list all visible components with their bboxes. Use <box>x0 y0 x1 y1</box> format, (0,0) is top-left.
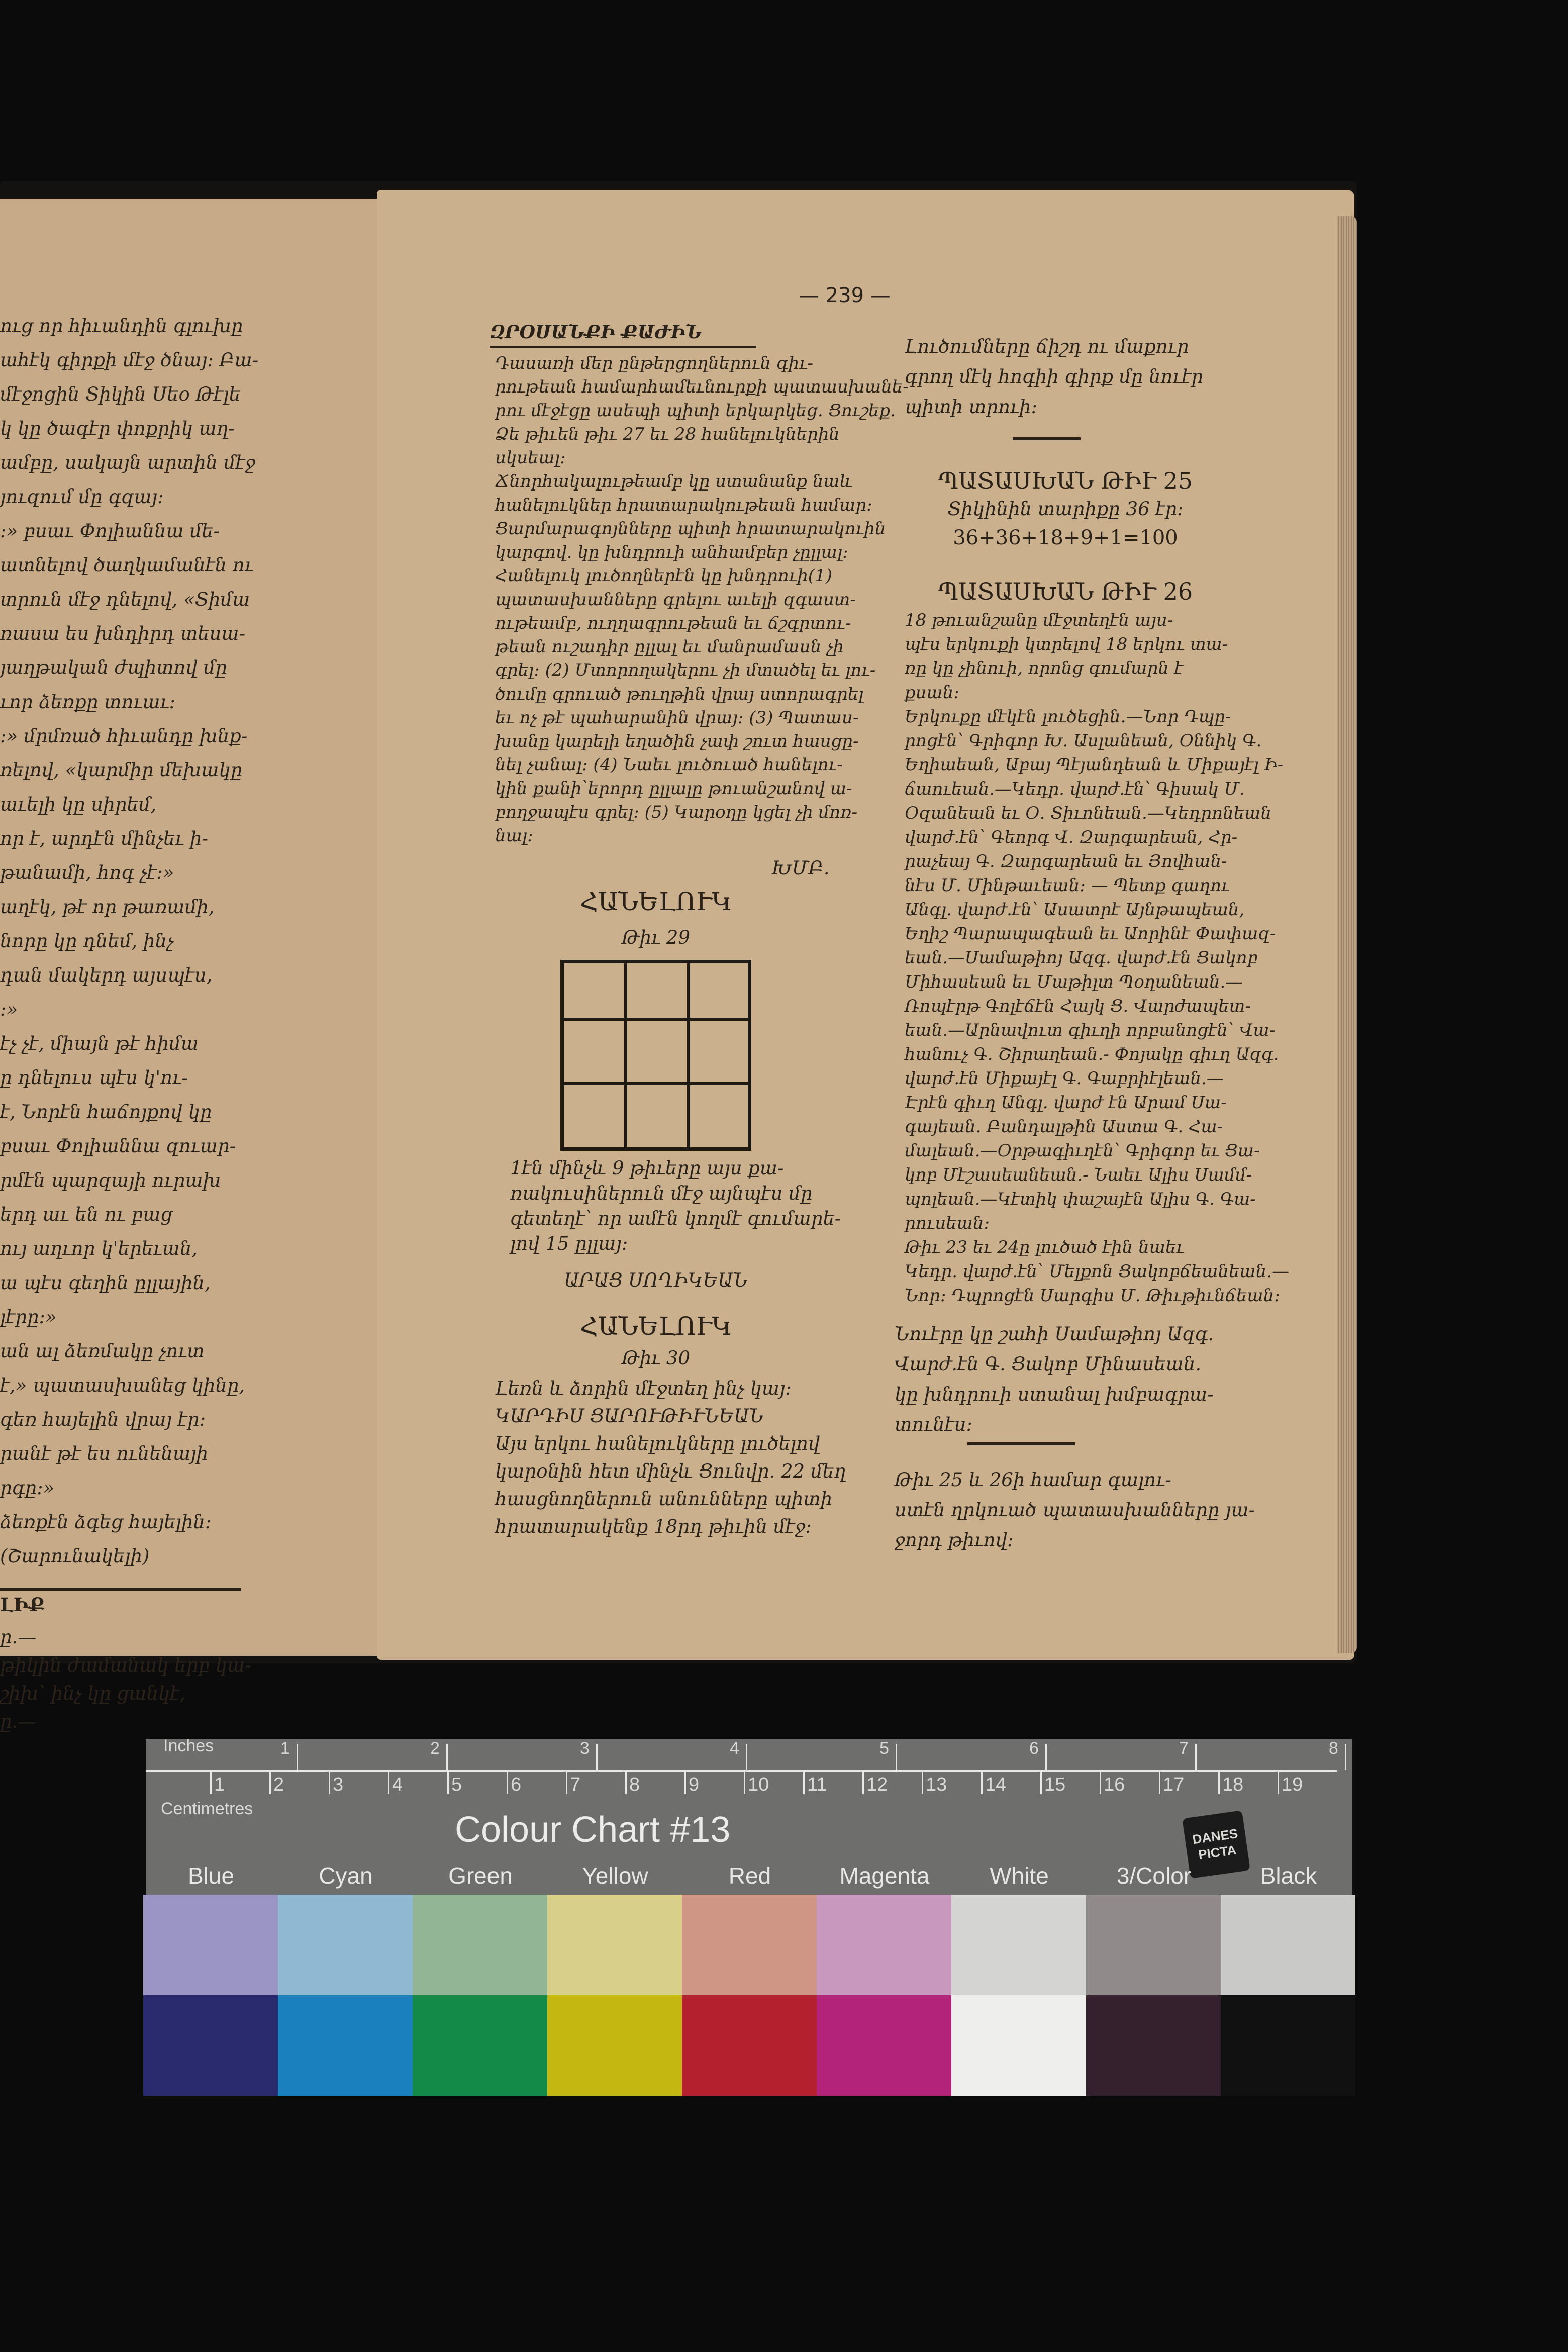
intro-line: խանը կարելի եղածին չափ շուտ հասցը- <box>495 731 859 751</box>
intro-line: հանելուկներ հրատարակութեան համար։ <box>495 495 872 515</box>
cm-number: 15 <box>1044 1774 1066 1795</box>
swatch-dark <box>682 1995 817 2096</box>
left-page-line: ռելով, «կարմիր մեխակը <box>0 759 243 781</box>
left-page-line: ատնելով ծաղկամանէն ու <box>0 554 254 576</box>
left-page-line: է, Նորէն հաճոյքով կը <box>0 1101 212 1123</box>
left-page-line: թանամի, հոգ չէ։» <box>0 862 174 884</box>
answer-26-line: Ռոպէրթ Գոլէճէն Հայկ Ց. Վարժապետ- <box>905 996 1251 1016</box>
closing-line: ստէն ղրկուած պատասխանները յա- <box>895 1499 1255 1521</box>
puzzle-30-line: հասցնողներուն անունները պիտի <box>495 1488 833 1510</box>
intro-line: սկսեալ։ <box>495 448 566 468</box>
answer-26-line: Օզանեան եւ Օ. Տիւոնեան.—Կեդրոնեան <box>905 803 1271 823</box>
prize-line: Նուէրը կը շահի Սամաթիոյ Ազգ. <box>895 1323 1214 1345</box>
answer-26-line: Եղիշ Պարապագեան եւ Աորինէ Փափազ- <box>905 924 1276 944</box>
cm-tick <box>744 1770 745 1794</box>
inch-tick <box>896 1744 897 1770</box>
answer-26-line: վարժ.էն՝ Գեորգ Վ. Զարգարեան, Հր- <box>905 827 1238 847</box>
prize-line: տունէս։ <box>895 1414 973 1435</box>
left-page-line: ։» <box>0 999 18 1020</box>
cm-tick <box>447 1770 449 1794</box>
intro-line: եւ ոչ թէ պահարանին վրայ։ (3) Պատաս- <box>495 708 859 728</box>
right-column-line: պիտի տրուի։ <box>905 396 1038 418</box>
answer-26-line: կոբ Մէշասեանեան.- Նաեւ Ալիս Սամմ- <box>905 1165 1252 1185</box>
intro-line: Դասառի մեր ընթերցողներուն գիւ- <box>495 353 814 373</box>
answer-26-line: Թիւ 23 եւ 24ը լուծած էին նաեւ <box>905 1237 1185 1257</box>
cm-tick <box>922 1770 923 1794</box>
answer-26-line: Էրէն գիւղ Անգլ. վարժ էն Արամ Սա- <box>905 1093 1227 1113</box>
left-page-line: տրուն մէջ դնելով, «Տիմա <box>0 589 250 610</box>
intro-signature: ԽՄԲ. <box>771 857 830 879</box>
closing-text <box>895 1465 1255 1555</box>
puzzle-29-author: ԱՐԱՑ ՍՈՂԻԿԵԱՆ <box>564 1269 748 1291</box>
intro-text <box>495 352 909 848</box>
page-edges <box>1337 216 1357 1653</box>
prize-line: Վարժ.էն Գ. Ցակոբ Մինասեան. <box>895 1353 1202 1375</box>
answer-26-line: պէս երկուքի կտրելով 18 երկու տա- <box>905 634 1228 654</box>
left-page-text <box>0 309 259 1574</box>
colour-label-magenta: Magenta <box>839 1863 930 1889</box>
answer-26-line: Միհասեան եւ Մաթիլտ Պօղանեան.— <box>905 972 1243 992</box>
left-page-line: ամբը, սակայն արտին մէջ <box>0 452 256 473</box>
swatch-light <box>278 1895 413 1995</box>
puzzle-29-line: ռակուսիներուն մէջ այնպէս մը <box>510 1183 813 1204</box>
left-page-line: ան ալ ձեռմակը չուտ <box>0 1340 205 1362</box>
cm-number: 16 <box>1104 1774 1125 1795</box>
cm-number: 1 <box>214 1774 225 1795</box>
answer-26-line: ռը կը չինուի, որոնց գումարն է <box>905 658 1184 678</box>
left-page-line: էչ չէ, միայն թէ հիմա <box>0 1033 199 1054</box>
puzzle-30-line: կարօնին հետ մինչև Ցունվր. 22 մեղ <box>495 1460 846 1482</box>
cm-tick <box>1040 1770 1042 1794</box>
cm-number: 17 <box>1163 1774 1185 1795</box>
left-page-line: ուց որ հիւանդին գլուխը <box>0 315 243 337</box>
intro-line: բողջապէս գրել։ (5) Կարօղը կցել չի մոռ- <box>495 802 858 822</box>
answer-25-formula: 36+36+18+9+1=100 <box>953 526 1178 549</box>
cm-tick <box>862 1770 864 1794</box>
swatch-dark <box>817 1995 951 2096</box>
answer-26-line: րուսեան։ <box>905 1213 990 1233</box>
inch-tick <box>297 1744 298 1770</box>
left-page-line: կ կը ծագէր փոքրիկ աղ- <box>0 418 235 439</box>
answer-26-line: եան.—Արնավուտ գիւղի որբանոցէն՝ Վա- <box>905 1020 1276 1040</box>
left-page-line: ։» բսաւ Փոլիաննա մե- <box>0 520 220 542</box>
answer-26-line: Երկուքը մէկէն լուծեցին.—Նոր Դպը- <box>905 707 1231 727</box>
answer-26-line: ճաուեան.—Կեդր. վարժ.էն՝ Գիսակ Մ. <box>905 779 1245 799</box>
left-page-line: նորը կը դնեմ, ինչ <box>0 930 174 952</box>
right-column-line: Լուծումները ճիշդ ու մաքուր <box>905 336 1189 357</box>
cm-number: 9 <box>689 1774 700 1795</box>
left-page-line: երդ աւ են ու բաց <box>0 1204 173 1225</box>
inch-number: 3 <box>580 1739 590 1758</box>
swatch-light <box>682 1895 817 1995</box>
intro-line: րու մէջէցը ասեպի պիտի երկարկեց. Ցուշեք. <box>495 401 896 421</box>
colour-labels <box>146 1862 1352 1892</box>
puzzle-30-title: ՀԱՆԵԼՈՒԿ <box>579 1312 732 1341</box>
left-bottom-header: ԼԻՔ <box>0 1594 45 1616</box>
puzzle-29-title: ՀԱՆԵԼՈՒԿ <box>579 887 732 916</box>
inch-tick <box>746 1744 747 1770</box>
left-bottom-line: ը.— <box>0 1626 37 1648</box>
colour-label-green: Green <box>448 1863 513 1889</box>
left-page-line: յաղթական ժպիտով մը <box>0 657 227 678</box>
puzzle-30-line: Լեռն և ձորին մէջտեղ ինչ կայ։ <box>495 1378 792 1399</box>
inch-tick <box>596 1744 598 1770</box>
colour-swatches <box>143 1895 1354 2096</box>
cm-number: 7 <box>570 1774 581 1795</box>
left-page-line: յուզում մը գզայ։ <box>0 486 164 508</box>
left-page-line: րգը։» <box>0 1477 55 1499</box>
left-bottom-line: շիխ՝ ինչ կը ցանկէ, <box>0 1683 185 1704</box>
answer-26-line: րոցէն՝ Գրիգոր Խ. Ասլանեան, Օննիկ Գ. <box>905 731 1262 751</box>
answer-25-title: ՊԱՏԱՍԽԱՆ ԹԻՒ 25 <box>938 467 1193 495</box>
intro-line: թեան ուշադիր ըլլալ եւ մանրամասն չի <box>495 637 844 657</box>
answer-26-line: պոլեան.—Կէտիկ փաշայէն Ալիս Գ. Գա- <box>905 1189 1256 1209</box>
section-header-underline <box>490 346 756 348</box>
colour-label-yellow: Yellow <box>582 1863 648 1889</box>
inch-number: 6 <box>1029 1739 1039 1758</box>
left-bottom-text <box>0 1623 251 1736</box>
puzzle-29-line: 1էն մինչև 9 թիւերը այս քա- <box>510 1157 784 1179</box>
left-page-line: աւելի կը սիրեմ, <box>0 794 157 815</box>
cm-tick <box>684 1770 686 1794</box>
cm-tick <box>625 1770 627 1794</box>
answer-26-text <box>905 608 1290 1308</box>
cm-number: 4 <box>392 1774 403 1795</box>
left-page-line: րմէն պարզայի ուրախ <box>0 1169 221 1191</box>
cm-tick <box>388 1770 389 1794</box>
cm-number: 13 <box>926 1774 947 1795</box>
chart-title: Colour Chart #13 <box>455 1810 731 1850</box>
answer-26-line: Նոր։ Դպրոցէն Սարգիս Մ. Թիւթիւնճեան։ <box>905 1286 1280 1306</box>
swatch-dark <box>278 1995 413 2096</box>
cm-tick <box>1159 1770 1160 1794</box>
cm-tick <box>1278 1770 1279 1794</box>
left-page-line: ձեռքէն ձգեց հայելին։ <box>0 1511 212 1533</box>
danes-picta-logo: DANES PICTA <box>1182 1810 1250 1879</box>
inch-number: 2 <box>430 1739 440 1758</box>
inch-tick <box>1345 1744 1346 1770</box>
colour-label-white: White <box>990 1863 1049 1889</box>
cm-tick <box>269 1770 271 1794</box>
centimetre-scale <box>146 1770 1352 1800</box>
cm-tick <box>1100 1770 1101 1794</box>
left-page-line: որ է, արդէն մինչեւ ի- <box>0 828 209 849</box>
cm-number: 19 <box>1282 1774 1303 1795</box>
cm-number: 11 <box>807 1774 827 1795</box>
left-page-line: (Շարունակելի) <box>0 1545 150 1567</box>
colour-label-3-color: 3/Color <box>1116 1863 1192 1889</box>
grid-line <box>624 963 627 1147</box>
centimetres-label: Centimetres <box>161 1799 253 1818</box>
answer-26-line: նէս Մ. Մինթաւեան։ — Պետք գաղու <box>905 875 1230 896</box>
answer-26-line: եան.—Սամաթիոյ Ազգ. վարժ.էն Ցակոբ <box>905 948 1258 968</box>
swatch-light <box>951 1895 1086 1995</box>
intro-line: Ձե թիւեն թիւ 27 եւ 28 հանելուկներին <box>495 424 840 444</box>
left-page-line: բսաւ Փոլիաննա զուար- <box>0 1135 236 1157</box>
swatch-light <box>1221 1895 1355 1995</box>
inch-tick <box>1195 1744 1197 1770</box>
puzzle-30-text <box>495 1375 847 1540</box>
prize-line: կը խնդրուի ստանալ խմբագրա- <box>895 1384 1214 1405</box>
page-number: — 239 — <box>799 284 891 307</box>
answer-26-line: Եղիաեան, Աբայ Պէյանդեան և Միքայէլ Ի- <box>905 755 1284 775</box>
colour-label-cyan: Cyan <box>319 1863 373 1889</box>
left-page-line: լէրը։» <box>0 1306 57 1328</box>
left-page-line: աղէկ, թէ որ թառամի, <box>0 896 215 918</box>
cm-tick <box>507 1770 508 1794</box>
left-page-line: ա պէս գեղին ըլլային, <box>0 1272 211 1294</box>
inch-number: 5 <box>879 1739 889 1758</box>
left-page-line: ։» մրմռած հիւանդը խնք- <box>0 725 248 747</box>
left-page-line: ւոր ձեռքը տուաւ։ <box>0 691 176 713</box>
puzzle-30-line: հրատարակենք 18րդ թիւին մէջ։ <box>495 1516 812 1537</box>
grid-line <box>564 1082 748 1085</box>
answer-26-line: 18 թուանշանը մէջտեղէն այս- <box>905 610 1173 630</box>
swatch-light <box>817 1895 951 1995</box>
answer-26-line: վարժ.էն Միքայէլ Գ. Գաբրիէլեան.— <box>905 1068 1224 1089</box>
swatch-light <box>413 1895 547 1995</box>
swatch-dark <box>1086 1995 1221 2096</box>
intro-line: նալ։ <box>495 826 533 846</box>
magic-square-grid <box>560 960 751 1151</box>
closing-line: Թիւ 25 և 26ի համար գալու- <box>895 1469 1171 1491</box>
puzzle-29-line: գետեղէ՝ որ ամէն կողմէ գումարե- <box>510 1208 841 1229</box>
left-page <box>0 199 400 1732</box>
swatch-dark <box>413 1995 547 2096</box>
intro-line: կին քանի՝երորդ ըլլալը թուանշանով ա- <box>495 778 852 799</box>
swatch-light <box>1086 1895 1221 1995</box>
answer-26-title: ՊԱՏԱՍԽԱՆ ԹԻՒ 26 <box>938 578 1193 605</box>
answer-26-line: Կեդր. վարժ.էն՝ Մելքոն Ցակոբճեանեան.— <box>905 1261 1290 1282</box>
cm-number: 12 <box>866 1774 888 1795</box>
cm-number: 14 <box>985 1774 1007 1795</box>
intro-line: կարգով. կը խնդրուի անհամբեր չըլլալ։ <box>495 542 848 562</box>
answer-26-line: հանուչ Գ. Շիրաղեան.- Փոյակը գիւղ Ազգ. <box>905 1044 1279 1064</box>
answer-26-line: քսան։ <box>905 682 959 703</box>
colour-label-black: Black <box>1260 1863 1317 1889</box>
left-page-line: ը դնելուս պէս կ'ու- <box>0 1067 188 1089</box>
answer-26-line: Անգլ. վարժ.էն՝ Ասատրէ Այնթապեան, <box>905 900 1245 920</box>
inch-number: 1 <box>280 1739 290 1758</box>
left-page-line: ահէկ գիրքի մէջ ծնայ։ Բա- <box>0 349 259 371</box>
grid-line <box>564 1018 748 1021</box>
cm-number: 18 <box>1222 1774 1244 1795</box>
swatch-light <box>143 1895 278 1995</box>
prize-text <box>895 1319 1236 1440</box>
swatch-light <box>547 1895 682 1995</box>
answer-26-line: մալեան.—Օրթագիւղէն՝ Գրիգոր եւ Ցա- <box>905 1141 1260 1161</box>
inch-tick <box>446 1744 448 1770</box>
closing-divider <box>967 1442 1075 1445</box>
puzzle-29-number: Թիւ 29 <box>621 927 691 948</box>
puzzle-30-line: Այս երկու հանելուկները լուծելով <box>495 1433 820 1454</box>
colour-label-blue: Blue <box>187 1863 235 1889</box>
right-column-top <box>905 332 1231 422</box>
cm-tick <box>329 1770 330 1794</box>
answer-25-line: Տիկինին տարիքը 36 էր։ <box>947 498 1184 520</box>
intro-line: Ճնորհակալութեամբ կը ստանանք նաև <box>495 471 853 492</box>
cm-number: 3 <box>333 1774 344 1795</box>
inch-scale <box>146 1739 1352 1769</box>
inch-number: 7 <box>1179 1739 1189 1758</box>
puzzle-30-line: ԿԱՐԴԻՍ ՑԱՐՈՒԹԻՒՆԵԱՆ <box>495 1405 764 1427</box>
intro-line: Հանելուկ լուծողներէն կը խնդրուի(1) <box>495 566 832 586</box>
puzzle-29-text <box>510 1156 862 1256</box>
cm-number: 6 <box>511 1774 522 1795</box>
puzzle-30-number: Թիւ 30 <box>621 1347 691 1369</box>
cm-tick <box>566 1770 567 1794</box>
intro-line: ութեամբ, ուղղագրութեան եւ ճշգրտու- <box>495 613 851 633</box>
inch-tick <box>1045 1744 1047 1770</box>
left-bottom-line: թիկին ժամանակ երբ կա- <box>0 1654 251 1676</box>
puzzle-29-line: լով 15 ըլլայ։ <box>510 1233 628 1254</box>
cm-number: 5 <box>451 1774 462 1795</box>
grid-line <box>687 963 690 1147</box>
inch-number: 4 <box>730 1739 739 1758</box>
colour-label-red: Red <box>728 1863 771 1889</box>
inch-number: 8 <box>1329 1739 1338 1758</box>
swatch-dark <box>143 1995 278 2096</box>
cm-tick <box>1218 1770 1220 1794</box>
section-header: ԶՐՕՍԱՆՔԻ ՔԱԺԻՆ <box>490 322 702 343</box>
intro-line: գրել։ (2) Մտորողակերու չի մտածել եւ լու- <box>495 660 876 680</box>
left-page-line: ռասա ես խնդիրդ տեսա- <box>0 623 246 644</box>
closing-line: ջորդ թիւով։ <box>895 1529 1014 1551</box>
cm-number: 10 <box>748 1774 769 1795</box>
intro-line: Ցարմարագոյնները պիտի հրատարակուին <box>495 519 886 539</box>
cm-number: 8 <box>629 1774 640 1795</box>
left-bottom-line: ը.— <box>0 1711 37 1732</box>
cm-number: 2 <box>273 1774 284 1795</box>
intro-line: րութեան համարհամեւնուրքի պատասխանե- <box>495 377 909 397</box>
intro-line: պատասխանները գրելու աւելի զգաստ- <box>495 590 856 610</box>
intro-line: ծումը գրուած թուղթին վրայ ստորագրել <box>495 684 864 704</box>
answer-26-line: րաչեայ Գ. Զարգարեան եւ Յովհան- <box>905 851 1227 871</box>
swatch-dark <box>547 1995 682 2096</box>
column-divider <box>1013 437 1081 440</box>
left-page-line: ույ աղւոր կ'երեւան, <box>0 1238 198 1259</box>
right-column-line: գրող մէկ հոգիի գիրք մը նուէր <box>905 366 1204 387</box>
left-page-line: գեռ հայելին վրայ էր։ <box>0 1409 206 1430</box>
left-page-line: րանէ թէ ես ունենայի <box>0 1443 208 1464</box>
cm-tick <box>210 1770 212 1794</box>
left-page-line: է,» պատասխանեց կինը, <box>0 1375 245 1396</box>
swatch-dark <box>1221 1995 1355 2096</box>
intro-line: նել չանալ։ (4) Նաեւ լուծուած հանելու- <box>495 755 843 775</box>
cm-tick <box>981 1770 983 1794</box>
inches-label: Inches <box>163 1736 214 1755</box>
left-page-line: մէջոցին Տիկին Սեօ Թէլե <box>0 383 241 405</box>
left-page-line: դան մակերդ այսպէս, <box>0 964 213 986</box>
swatch-dark <box>951 1995 1086 2096</box>
cm-tick <box>803 1770 805 1794</box>
answer-26-line: գայեան. Բանդալթին Աստա Գ. Հա- <box>905 1117 1223 1137</box>
